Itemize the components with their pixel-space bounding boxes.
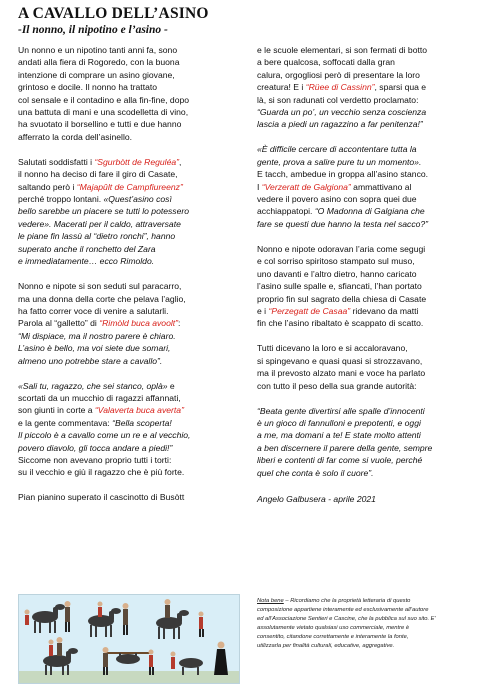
place-name: “Rüee di Cassinn” xyxy=(305,82,375,93)
donkey-story-illustration xyxy=(19,595,240,684)
text-line: su il vecchio e giù il ragazzo che è più forte. xyxy=(18,467,185,478)
text-line xyxy=(18,193,244,205)
quote-run: «Quest’asino così xyxy=(103,194,172,205)
text-line xyxy=(18,417,244,429)
text-line: a me, ma domani a te! E state molto attenti xyxy=(257,430,421,441)
text-run: , sparsi qua e xyxy=(374,82,427,93)
text-line: proprio fin sul sagrato della chiesa di Casate xyxy=(257,293,427,304)
text-line: ha svuotato il borsellino e tutti e due hanno xyxy=(18,119,182,130)
text-line: ma una donna della corte che pelava l’aglio, xyxy=(18,293,186,304)
text-run: perché troppo lontani. xyxy=(18,194,104,205)
text-line: Siccome non avevano proprio tutti i torti: xyxy=(18,454,172,465)
text-line xyxy=(18,317,244,329)
text-line: Nonno e nipote odoravan l’aria come segugi xyxy=(257,243,426,254)
text-line: Tutti dicevano la loro e si accaloravano, xyxy=(257,343,408,354)
text-line xyxy=(257,81,475,93)
note-label: Nota bene xyxy=(257,598,284,604)
text-line: “Beata gente divertirsi alle spalle d’innocenti xyxy=(257,405,425,416)
paragraph-5 xyxy=(18,491,244,503)
text-line xyxy=(18,156,244,168)
text-line: quel che conta è solo il cuore”. xyxy=(257,467,374,478)
text-run: ridevano da matti xyxy=(350,305,419,316)
text-line: l’asino sulle spalle e, sfiancati, l’han portato xyxy=(257,281,422,292)
paragraph-3 xyxy=(18,280,244,367)
text-line: fin che l’asino ribaltato è scappato di scatto. xyxy=(257,318,424,329)
text-run: e xyxy=(167,380,175,391)
paragraph-6 xyxy=(257,44,475,131)
legal-note xyxy=(257,597,475,652)
text-line: almeno uno potrebbe stare a cavallo”. xyxy=(18,355,163,366)
paragraph-2 xyxy=(18,156,244,268)
note-text: consentito, citandone correttamente e interamente la fonte, xyxy=(257,634,409,641)
text-run: I xyxy=(257,181,262,192)
text-line xyxy=(257,305,475,317)
place-name: “Valaverta buca averta” xyxy=(94,405,184,416)
text-line xyxy=(257,181,475,193)
text-line: povero diavolo, gli tocca andare a piedi!” xyxy=(18,442,173,453)
text-line: calura, orgogliosi però di presentare la loro xyxy=(257,69,420,80)
paragraph-9 xyxy=(257,342,475,392)
paragraph-10 xyxy=(257,405,475,479)
text-line: e col sorriso spiritoso stampato sul muso, xyxy=(257,256,415,267)
text-line: una battuta di mani e una scodelletta di vino, xyxy=(18,107,189,118)
place-name: “Rimòld buca avoolt” xyxy=(99,318,179,329)
text-run: Salutati soddisfatti i xyxy=(18,156,95,167)
note-text: – Ricordiamo che la proprietà letteraria di questo xyxy=(283,598,411,604)
text-line: gente, prova a salire pure tu un momento». xyxy=(257,156,422,167)
text-line: a bere qualcosa, soffocati dalla gran xyxy=(257,57,395,68)
note-text: assolutamente vietato qualsiasi uso commerciale, mentre è xyxy=(257,625,410,632)
text-run: e i xyxy=(257,305,269,316)
paragraph-1 xyxy=(18,44,244,143)
text-line: uno davanti e l’altro dietro, hanno caricato xyxy=(257,268,417,279)
text-line: “Guarda un po’, un vecchio senza coscienza xyxy=(257,107,427,118)
paragraph-4 xyxy=(18,380,244,479)
quote-run: “Bella scoperta! xyxy=(112,417,172,428)
text-run: acchiappatopi. xyxy=(257,206,315,217)
note-text: composizione appartiene interamente ed esclusivamente all’autore xyxy=(257,607,429,614)
text-line: a ben discernere il parere della gente, sempre xyxy=(257,442,433,453)
text-line: intenzione di comprare un asino giovane, xyxy=(18,69,175,80)
text-line: vedere». Macerati per il caldo, attraversate xyxy=(18,218,181,229)
text-line: «È difficile cercare di accontentare tutta la xyxy=(257,144,417,155)
text-line: afferrato la corda dell’asinello. xyxy=(18,131,133,142)
text-line: le piane fin lassù al “dietro ronchi”, hanno xyxy=(18,231,176,242)
text-line: Nonno e nipote si son seduti sul paracarro, xyxy=(18,281,182,292)
text-run: , xyxy=(179,156,182,167)
text-line xyxy=(18,404,244,416)
text-line: il nonno ha deciso di fare il giro di Casate, xyxy=(18,169,178,180)
text-line: fare se questi due hanno la testa nel sacco?” xyxy=(257,218,429,229)
left-column xyxy=(18,44,244,516)
text-line: con tutto il peso della sua grande autorità: xyxy=(257,380,417,391)
text-line: scortati da un mucchio di ragazzi affannati, xyxy=(18,392,181,403)
paragraph-7 xyxy=(257,143,475,230)
place-name: “Sgurbòtt de Reguléa” xyxy=(94,156,179,167)
ground xyxy=(19,671,240,684)
text-line: si spingevano e quasi quasi si strozzavano, xyxy=(257,355,423,366)
text-run: son giunti in corte a xyxy=(18,405,95,416)
text-run: saltando però i xyxy=(18,181,77,192)
text-line: là, si son radunati col verdetto proclamato: xyxy=(257,94,419,105)
quote-run: «Sali tu, ragazzo, che sei stanco, oplà» xyxy=(18,380,168,391)
text-line: lascia a piedi un ragazzino a far penitenza!” xyxy=(257,119,423,130)
text-line: L’asino è bello, ma voi siete due somari, xyxy=(18,343,171,354)
illustration-strip xyxy=(18,594,240,684)
text-run: : xyxy=(178,318,181,329)
poem-title: A CAVALLO DELL’ASINO xyxy=(18,5,209,22)
text-line: “Mi dispiace, ma il nostro parere è chiaro. xyxy=(18,330,176,341)
text-line: ma il prevosto alzato mani e voce ha parlato xyxy=(257,368,426,379)
text-line: grintoso e docile. Il nonno ha trattato xyxy=(18,82,158,93)
text-line: ha fatto correr voce di venire a salutarli. xyxy=(18,305,169,316)
sky-background xyxy=(19,595,240,684)
text-run: e la gente commentava: xyxy=(18,417,113,428)
text-line: vedere il povero asino con sopra quei due xyxy=(257,194,417,205)
text-line: Il piccolo è a cavallo come un re e al vecchio, xyxy=(18,430,191,441)
place-name: “Verzeratt de Galgiona” xyxy=(261,181,351,192)
paragraph-8 xyxy=(257,243,475,330)
text-line: andati alla fiera di Rogoredo, con la buona xyxy=(18,57,180,68)
text-line xyxy=(257,205,475,217)
text-line xyxy=(18,181,244,193)
text-line: e immediatamente… ecco Rimoldo. xyxy=(18,256,155,267)
text-line: è un gioco di fannulloni e prepotenti, e oggi xyxy=(257,417,421,428)
text-line: E tacch, ambedue in groppa all’asino stanco. xyxy=(257,169,429,180)
note-text: utilizzarla per finalità culturali, educative, aggregative. xyxy=(257,643,395,650)
quote-run: “O Madonna di Galgiana che xyxy=(314,206,425,217)
text-line: e le scuole elementari, si son fermati di botto xyxy=(257,45,428,55)
text-line: Un nonno e un nipotino tanti anni fa, sono xyxy=(18,45,178,55)
text-line xyxy=(18,380,244,392)
place-name: “Perzegatt de Casaa” xyxy=(268,305,351,316)
text-line: superato anche il ronchetto del Zara xyxy=(18,243,156,254)
text-line: bello sarebbe un piacere se tutti lo potessero xyxy=(18,206,190,217)
right-column xyxy=(257,44,475,505)
poem-subtitle: -Il nonno, il nipotino e l’asino - xyxy=(18,24,168,36)
author-signature: Angelo Galbusera - aprile 2021 xyxy=(257,493,376,504)
text-line: Pian pianino superato il cascinotto di Busòtt xyxy=(18,492,185,503)
note-text: ed all’Associazione Sentieri e Cascine, che la pubblica sul suo sito. E’ xyxy=(257,616,436,623)
place-name: “Majapûlt de Campfiureenz” xyxy=(76,181,183,192)
text-run: creatura! E i xyxy=(257,82,306,93)
text-run: Parola al “galletto” di xyxy=(18,318,100,329)
text-line: col sensale e il contadino e alla fin-fine, dopo xyxy=(18,94,190,105)
text-line: liberi e contenti di far come si vuole, perché xyxy=(257,455,423,466)
text-run: ammattivano al xyxy=(350,181,412,192)
